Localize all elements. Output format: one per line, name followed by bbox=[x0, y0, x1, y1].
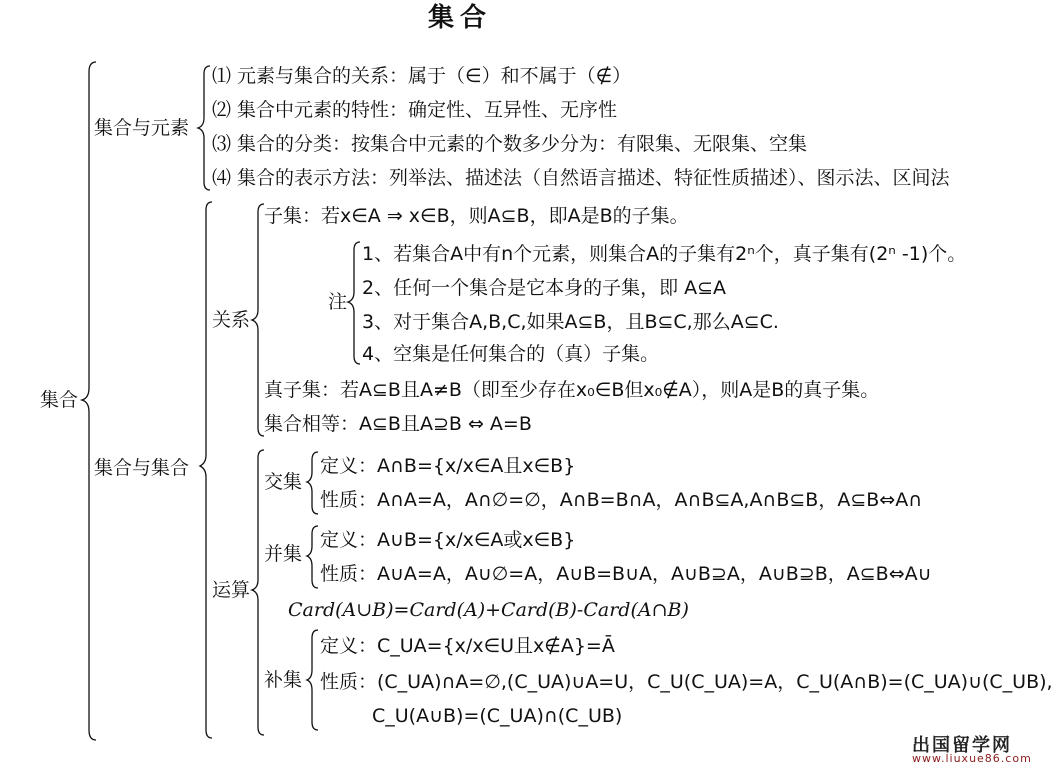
union-prop: 性质：A∪A=A，A∪∅=A，A∪B=B∪A，A∪B⊇A，A∪B⊇B，A⊆B⇔A∪ bbox=[320, 563, 932, 585]
card-formula: Card(A∪B)=Card(A)+Card(B)-Card(A∩B) bbox=[288, 599, 689, 621]
sec1-item-3: ⑶ 集合的分类：按集合中元素的个数多少分为：有限集、无限集、空集 bbox=[212, 133, 808, 155]
union-label: 并集 bbox=[264, 543, 303, 565]
root-label: 集合 bbox=[40, 389, 79, 411]
ops-label: 运算 bbox=[212, 579, 251, 601]
intersection-label: 交集 bbox=[264, 471, 303, 493]
intersection-def: 定义：A∩B={x/x∈A且x∈B} bbox=[320, 455, 576, 477]
complement-label: 补集 bbox=[264, 669, 303, 691]
set-equality: 集合相等：A⊆B且A⊇B ⇔ A=B bbox=[264, 413, 532, 435]
complement-prop-2: C_U(A∪B)=(C_UA)∩(C_UB) bbox=[372, 705, 623, 727]
sec2-brace bbox=[200, 202, 212, 738]
complement-prop-1: 性质：(C_UA)∩A=∅,(C_UA)∪A=U，C_U(C_UA)=A，C_U(A∩B)=(C_UA)∪(C_UB), bbox=[320, 671, 1053, 693]
union-brace bbox=[307, 526, 318, 588]
proper-subset: 真子集：若A⊆B且A≠B（即至少存在x₀∈B但x₀∉A），则A是B的真子集。 bbox=[264, 379, 880, 401]
root-brace bbox=[82, 62, 96, 740]
sec1-label: 集合与元素 bbox=[94, 117, 190, 139]
note-2: 2、任何一个集合是它本身的子集，即 A⊆A bbox=[362, 277, 727, 299]
note-label: 注 bbox=[328, 291, 348, 313]
relation-brace bbox=[252, 204, 264, 436]
note-1: 1、若集合A中有n个元素，则集合A的子集有2ⁿ个，真子集有(2ⁿ -1)个。 bbox=[362, 243, 967, 265]
sec1-item-2: ⑵ 集合中元素的特性：确定性、互异性、无序性 bbox=[212, 99, 618, 121]
ops-brace bbox=[252, 450, 264, 735]
subset-definition: 子集：若x∈A ⇒ x∈B，则A⊆B，即A是B的子集。 bbox=[264, 205, 689, 227]
sec1-item-1: ⑴ 元素与集合的关系：属于（∈）和不属于（∉） bbox=[212, 65, 632, 87]
watermark-logo-text: 出国留学网 bbox=[912, 735, 1012, 756]
note-brace bbox=[348, 242, 360, 364]
complement-brace bbox=[307, 630, 318, 730]
page-title: 集合 bbox=[428, 3, 493, 33]
relation-label: 关系 bbox=[212, 309, 251, 331]
complement-def: 定义：C_UA={x/x∈U且x∉A}=Ā bbox=[320, 635, 615, 657]
sec2-label: 集合与集合 bbox=[94, 457, 190, 479]
intersection-prop: 性质：A∩A=A，A∩∅=∅，A∩B=B∩A，A∩B⊆A,A∩B⊆B，A⊆B⇔A∩ bbox=[320, 489, 923, 511]
sec1-item-4: ⑷ 集合的表示方法：列举法、描述法（自然语言描述、特征性质描述）、图示法、区间法 bbox=[212, 167, 950, 189]
watermark-url: www.liuxue86.com bbox=[912, 752, 1032, 765]
note-4: 4、空集是任何集合的（真）子集。 bbox=[362, 343, 660, 365]
sec1-brace bbox=[198, 66, 210, 190]
note-3: 3、对于集合A,B,C,如果A⊆B，且B⊆C,那么A⊆C. bbox=[362, 311, 779, 333]
union-def: 定义：A∪B={x/x∈A或x∈B} bbox=[320, 529, 576, 551]
intersection-brace bbox=[307, 452, 318, 514]
